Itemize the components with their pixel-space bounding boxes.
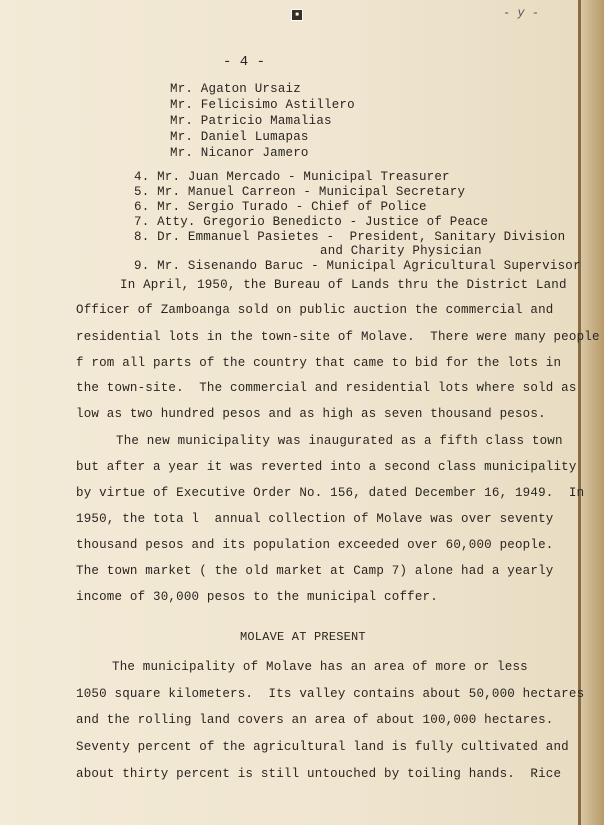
paragraph-line: low as two hundred pesos and as high as seven thousand pesos. bbox=[76, 407, 546, 421]
paragraph-line: The municipality of Molave has an area of more or less bbox=[112, 660, 528, 674]
paragraph-line: about thirty percent is still untouched by toiling hands. Rice bbox=[76, 767, 562, 781]
paragraph-line: by virtue of Executive Order No. 156, dated December 16, 1949. In bbox=[76, 486, 585, 500]
paragraph-line: Officer of Zamboanga sold on public auction the commercial and bbox=[76, 303, 554, 317]
official-line: 8. Dr. Emmanuel Pasietes - President, Sanitary Division bbox=[134, 230, 566, 244]
paragraph-line: income of 30,000 pesos to the municipal coffer. bbox=[76, 590, 438, 604]
name-line: Mr. Patricio Mamalias bbox=[170, 114, 332, 128]
name-line: Mr. Daniel Lumapas bbox=[170, 130, 309, 144]
paragraph-line: Seventy percent of the agricultural land is fully cultivated and bbox=[76, 740, 569, 754]
punch-hole-icon: ■ bbox=[291, 9, 303, 21]
official-line: 4. Mr. Juan Mercado - Municipal Treasurer bbox=[134, 170, 450, 184]
corner-mark: - y - bbox=[503, 6, 540, 20]
name-line: Mr. Agaton Ursaiz bbox=[170, 82, 301, 96]
official-line: 5. Mr. Manuel Carreon - Municipal Secretary bbox=[134, 185, 466, 199]
paragraph-line: The new municipality was inaugurated as a fifth class town bbox=[116, 434, 563, 448]
page-edge bbox=[580, 0, 604, 825]
page-edge-line bbox=[578, 0, 581, 825]
paragraph-line: In April, 1950, the Bureau of Lands thru the District Land bbox=[120, 278, 567, 292]
official-line: and Charity Physician bbox=[320, 244, 482, 258]
name-line: Mr. Felicisimo Astillero bbox=[170, 98, 355, 112]
official-line: 9. Mr. Sisenando Baruc - Municipal Agricultural Supervisor bbox=[134, 259, 581, 273]
name-line: Mr. Nicanor Jamero bbox=[170, 146, 309, 160]
official-line: 6. Mr. Sergio Turado - Chief of Police bbox=[134, 200, 427, 214]
paragraph-line: and the rolling land covers an area of about 100,000 hectares. bbox=[76, 713, 554, 727]
paragraph-line: 1050 square kilometers. Its valley contains about 50,000 hectares bbox=[76, 687, 585, 701]
paragraph-line: thousand pesos and its population exceeded over 60,000 people. bbox=[76, 538, 554, 552]
paragraph-line: 1950, the tota l annual collection of Molave was over seventy bbox=[76, 512, 554, 526]
paragraph-line: the town-site. The commercial and residential lots where sold as bbox=[76, 381, 577, 395]
paragraph-line: residential lots in the town-site of Molave. There were many people bbox=[76, 330, 600, 344]
paragraph-line: f rom all parts of the country that came to bid for the lots in bbox=[76, 356, 562, 370]
paragraph-line: The town market ( the old market at Camp 7) alone had a yearly bbox=[76, 564, 554, 578]
page-number: - 4 - bbox=[223, 54, 266, 70]
paragraph-line: but after a year it was reverted into a second class municipality bbox=[76, 460, 577, 474]
section-heading: MOLAVE AT PRESENT bbox=[240, 630, 366, 644]
official-line: 7. Atty. Gregorio Benedicto - Justice of Peace bbox=[134, 215, 489, 229]
